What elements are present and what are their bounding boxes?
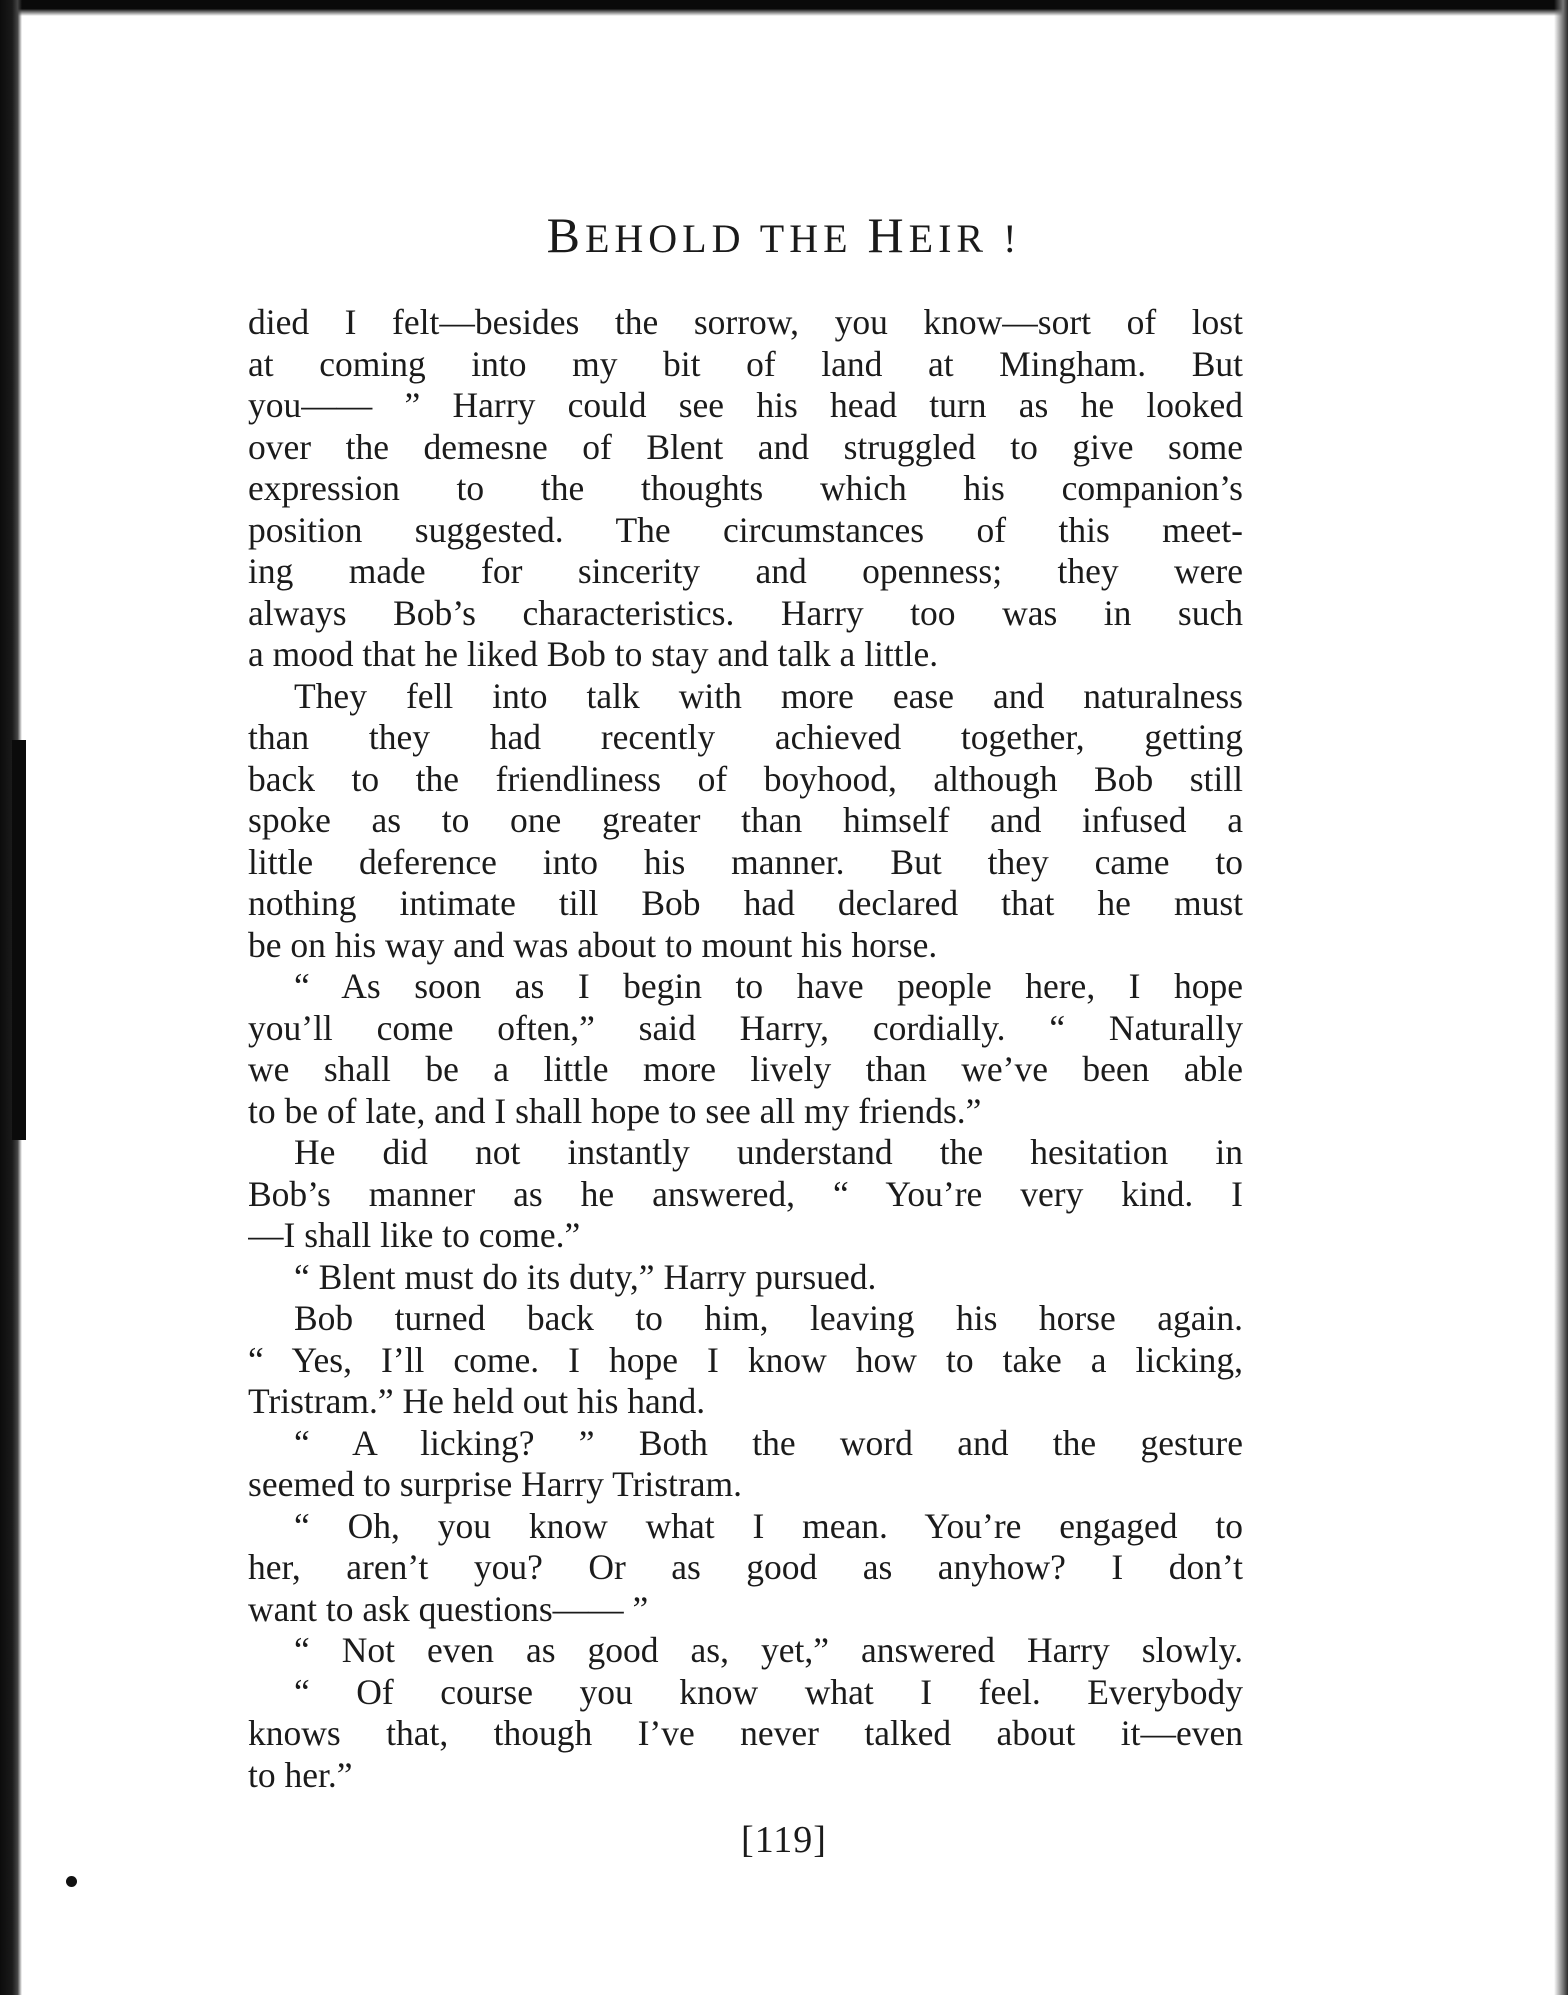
- text-line: died I felt—besides the sorrow, you know—sort of lost: [248, 302, 1243, 342]
- running-head-cap-h: H: [867, 207, 909, 263]
- text-line: He did not instantly understand the hesitation in: [294, 1132, 1243, 1172]
- body-text: [248, 302, 1243, 1796]
- text-line: “ A licking? ” Both the word and the gesture: [294, 1422, 1243, 1463]
- text-line: “ As soon as I begin to have people here, I hope: [294, 966, 1243, 1006]
- text-line: position suggested. The circumstances of this meet-: [248, 509, 1243, 550]
- text-line: little deference into his manner. But they came to: [248, 841, 1243, 882]
- text-line: seemed to surprise Harry Tristram.: [248, 1464, 742, 1504]
- text-line: at coming into my bit of land at Mingham. But: [248, 343, 1243, 384]
- running-head-word-1-rest: EHOLD: [584, 216, 746, 261]
- running-head: [0, 206, 1568, 264]
- text-line: nothing intimate till Bob had declared that he must: [248, 883, 1243, 923]
- scan-speck: [66, 1876, 77, 1887]
- text-line: you—— ” Harry could see his head turn as he looked: [248, 385, 1243, 425]
- text-line: a mood that he liked Bob to stay and talk a little.: [248, 634, 939, 674]
- text-line: want to ask questions—— ”: [248, 1588, 649, 1629]
- text-line: “ Of course you know what I feel. Everybody: [294, 1671, 1243, 1712]
- text-line: expression to the thoughts which his companion’s: [248, 468, 1243, 508]
- text-line: “ Not even as good as, yet,” answered Harry slowly.: [294, 1630, 1243, 1670]
- text-line: be on his way and was about to mount his horse.: [248, 924, 938, 965]
- text-line: Tristram.” He held out his hand.: [248, 1381, 706, 1421]
- text-line: “ Blent must do its duty,” Harry pursued.: [294, 1256, 877, 1297]
- scan-edge-top: [0, 0, 1568, 16]
- text-line: her, aren’t you? Or as good as anyhow? I don’t: [248, 1547, 1243, 1587]
- text-line: always Bob’s characteristics. Harry too was in such: [248, 592, 1243, 633]
- text-line: Bob turned back to him, leaving his horse again.: [294, 1298, 1243, 1338]
- text-line: you’ll come often,” said Harry, cordially. “ Naturally: [248, 1007, 1243, 1048]
- text-line: to be of late, and I shall hope to see all my friends.”: [248, 1090, 982, 1131]
- text-line: we shall be a little more lively than we’ve been able: [248, 1049, 1243, 1089]
- text-line: back to the friendliness of boyhood, although Bob still: [248, 758, 1243, 799]
- text-line: knows that, though I’ve never talked about it—even: [248, 1713, 1243, 1753]
- text-line: —I shall like to come.”: [248, 1215, 581, 1255]
- text-line: spoke as to one greater than himself and infused a: [248, 800, 1243, 840]
- page-number: [119]: [741, 1819, 827, 1861]
- text-line: ing made for sincerity and openness; they were: [248, 551, 1243, 591]
- scan-binding-shadow: [12, 740, 26, 1140]
- text-line: to her.”: [248, 1754, 353, 1795]
- scan-edge-right: [1554, 0, 1568, 1995]
- running-head-cap-b: B: [546, 207, 585, 263]
- text-line: over the demesne of Blent and struggled to give some: [248, 426, 1243, 467]
- text-line: than they had recently achieved together, getting: [248, 717, 1243, 757]
- text-line: “ Oh, you know what I mean. You’re engaged to: [294, 1505, 1243, 1546]
- running-head-exclamation: !: [1003, 216, 1022, 261]
- running-head-word-3-rest: EIR: [908, 216, 989, 261]
- text-line: Bob’s manner as he answered, “ You’re very kind. I: [248, 1173, 1243, 1214]
- running-head-word-2: THE: [759, 216, 853, 261]
- text-line: “ Yes, I’ll come. I hope I know how to take a licking,: [248, 1339, 1243, 1380]
- text-line: They fell into talk with more ease and naturalness: [294, 675, 1243, 716]
